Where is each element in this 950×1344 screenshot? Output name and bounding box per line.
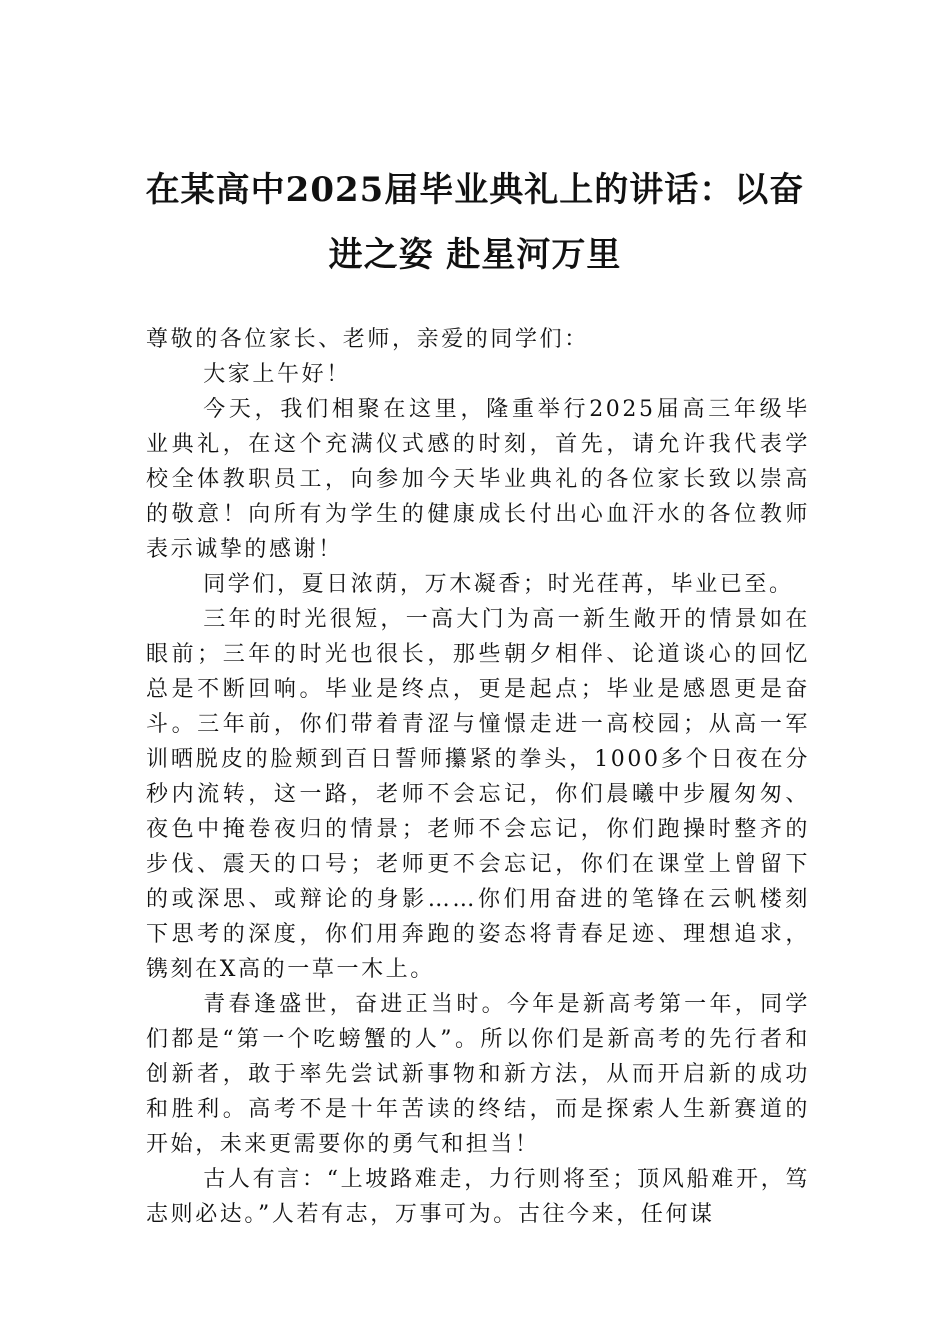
document-title (120, 158, 830, 288)
salutation: 尊敬的各位家长、老师，亲爱的同学们： (146, 327, 589, 352)
paragraph-summer: 同学们，夏日浓荫，万木凝香；时光荏苒，毕业已至。 (203, 572, 794, 597)
paragraph-opening: 今天，我们相聚在这里，隆重举行2025届高三年级毕业典礼，在这个充满仪式感的时刻，首先，请允许我代表学校全体教职员工，向参加今天毕业典礼的各位家长致以崇高的敬意！向所有为学生的健康成长付出心血汗水的各位教师表示诚挚的感谢！ (146, 397, 810, 562)
paragraph-greeting: 大家上午好！ (203, 362, 351, 387)
paragraph-youth: 青春逢盛世，奋进正当时。今年是新高考第一年，同学们都是“第一个吃螃蟹的人”。所以你们是新高考的先行者和创新者，敢于率先尝试新事物和新方法，从而开启新的成功和胜利。高考不是十年苦读的终结，而是探索人生新赛道的开始，未来更需要你的勇气和担当！ (146, 992, 810, 1157)
title-line-1: 在某高中2025届毕业典礼上的讲话：以奋 (145, 170, 805, 210)
paragraph-ancient-saying: 古人有言：“上坡路难走，力行则将至；顶风船难开，笃志则必达。”人若有志，万事可为。古往今来，任何谋 (146, 1167, 810, 1227)
title-line-2: 进之姿 赴星河万里 (328, 235, 622, 275)
document-body (146, 322, 810, 1232)
paragraph-three-years: 三年的时光很短，一高大门为高一新生敞开的情景如在眼前；三年的时光也很长，那些朝夕相伴、论道谈心的回忆总是不断回响。毕业是终点，更是起点；毕业是感恩更是奋斗。三年前，你们带着青涩与憧憬走进一高校园；从高一军训晒脱皮的脸颊到百日誓师攥紧的拳头，1000多个日夜在分秒内流转，这一路，老师不会忘记，你们晨曦中步履匆匆、夜色中掩卷夜归的情景；老师不会忘记，你们跑操时整齐的步伐、震天的口号；老师更不会忘记，你们在课堂上曾留下的或深思、或辩论的身影……你们用奋进的笔锋在云帆楼刻下思考的深度，你们用奔跑的姿态将青春足迹、理想追求，镌刻在X高的一草一木上。 (146, 607, 810, 982)
